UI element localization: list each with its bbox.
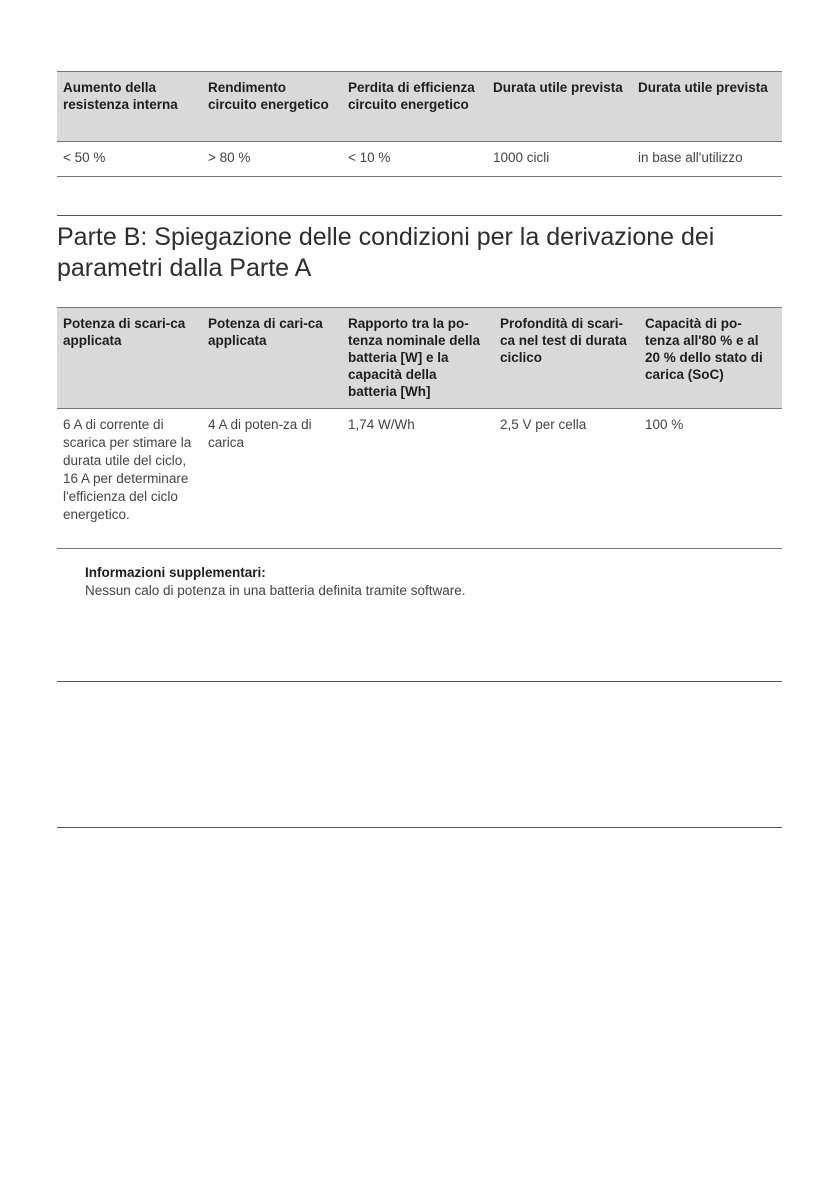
table-row bbox=[57, 409, 782, 549]
table-cell: < 10 % bbox=[348, 150, 391, 165]
supplementary-label: Informazioni supplementari: bbox=[85, 565, 266, 580]
header-cell: Durata utile prevista bbox=[632, 72, 782, 142]
table-header-row bbox=[57, 308, 782, 409]
header-cell: Capacità di po-tenza all'80 % e al 20 % dello stato di carica (SoC) bbox=[639, 308, 782, 409]
table-header-row bbox=[57, 72, 782, 142]
table-row bbox=[57, 142, 782, 177]
section-divider bbox=[57, 681, 782, 682]
table-cell: < 50 % bbox=[63, 150, 106, 165]
table-cell: 2,5 V per cella bbox=[500, 417, 587, 432]
header-cell: Perdita di efficienza circuito energetico bbox=[342, 72, 487, 142]
header-cell: Profondità di scari-ca nel test di durata ciclico bbox=[494, 308, 639, 409]
table-cell: 4 A di poten-za di carica bbox=[208, 417, 312, 450]
table-cell: 1000 cicli bbox=[493, 150, 550, 165]
table-cell: in base all'utilizzo bbox=[638, 150, 743, 165]
table-cell: 6 A di corrente di scarica per stimare la durata utile del ciclo, 16 A per determinare l'efficienza del ciclo energetico. bbox=[63, 417, 192, 522]
header-cell: Potenza di scari-ca applicata bbox=[57, 308, 202, 409]
section-divider bbox=[57, 215, 782, 216]
header-cell: Rapporto tra la po-tenza nominale della batteria [W] e la capacità della batteria [Wh] bbox=[342, 308, 494, 409]
supplementary-info bbox=[85, 564, 775, 600]
header-cell: Aumento della resistenza interna bbox=[57, 72, 202, 142]
table-cell: 1,74 W/Wh bbox=[348, 417, 415, 432]
part-a-table bbox=[57, 71, 782, 177]
section-divider bbox=[57, 827, 782, 828]
table-cell: > 80 % bbox=[208, 150, 251, 165]
part-b-table bbox=[57, 307, 782, 549]
table-cell: 100 % bbox=[645, 417, 684, 432]
header-cell: Rendimento circuito energetico bbox=[202, 72, 342, 142]
supplementary-text: Nessun calo di potenza in una batteria definita tramite software. bbox=[85, 583, 466, 598]
header-cell: Potenza di cari-ca applicata bbox=[202, 308, 342, 409]
header-cell: Durata utile prevista bbox=[487, 72, 632, 142]
part-b-title: Parte B: Spiegazione delle condizioni per la derivazione dei parametri dalla Parte A bbox=[57, 223, 715, 282]
